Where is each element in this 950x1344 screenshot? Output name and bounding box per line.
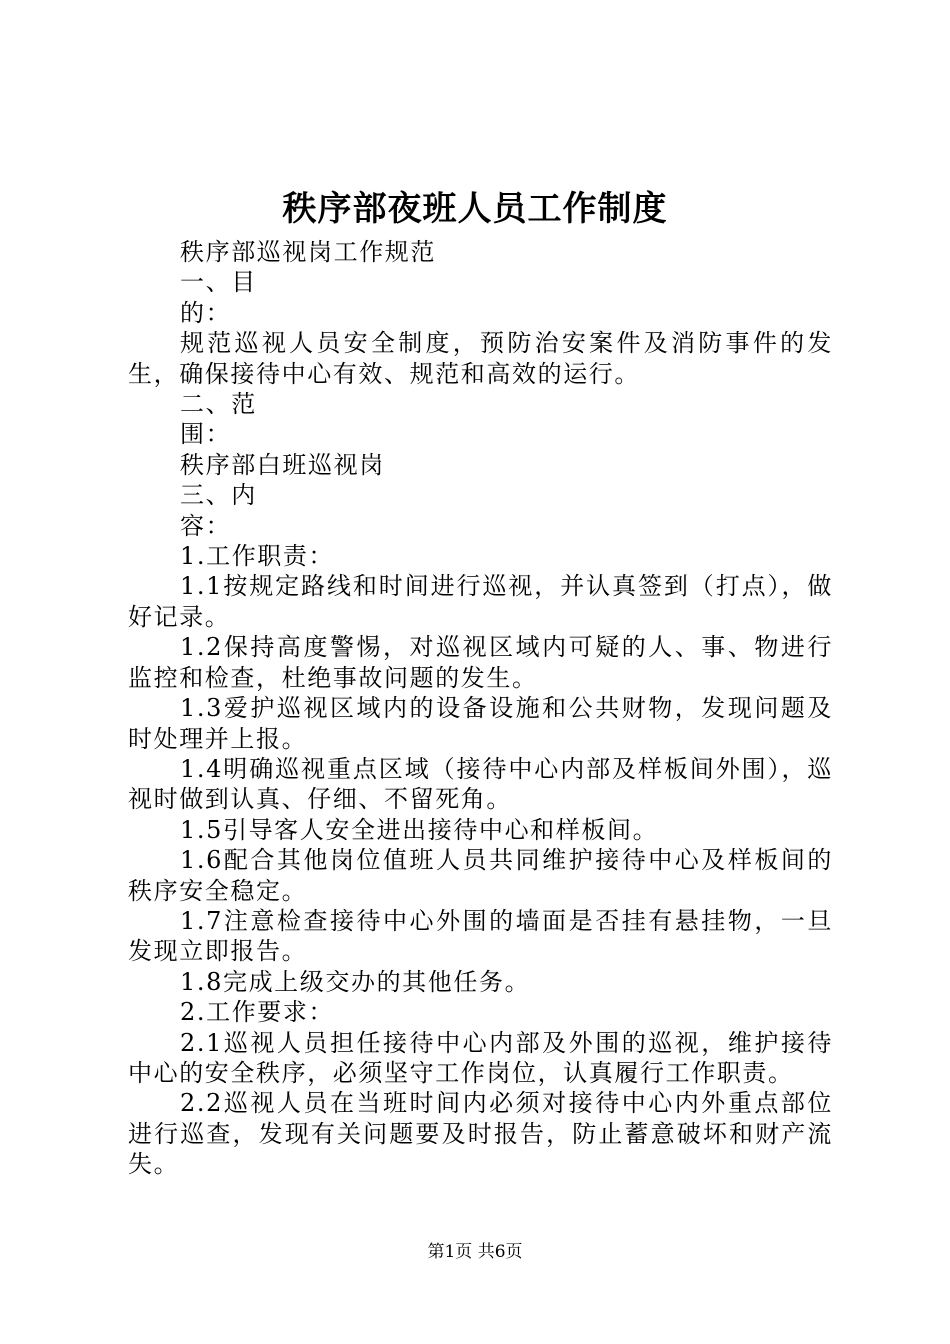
paragraph: 1.3爱护巡视区域内的设备设施和公共财物，发现问题及时处理并上报。 — [128, 694, 833, 753]
paragraph: 1.2保持高度警惕，对巡视区域内可疑的人、事、物进行监控和检查，杜绝事故问题的发生。 — [128, 633, 833, 692]
paragraph: 三、内 — [180, 481, 257, 510]
document-body — [128, 237, 833, 1180]
paragraph: 1.5引导客人安全进出接待中心和样板间。 — [180, 815, 659, 844]
paragraph: 2.1巡视人员担任接待中心内部及外围的巡视，维护接待中心的安全秩序，必须坚守工作岗位，认真履行工作职责。 — [128, 1028, 833, 1087]
paragraph: 2.2巡视人员在当班时间内必须对接待中心内外重点部位进行巡查，发现有关问题要及时报告，防止蓄意破坏和财产流失。 — [128, 1089, 833, 1179]
paragraph: 1.工作职责： — [180, 542, 335, 571]
paragraph: 1.7注意检查接待中心外围的墙面是否挂有悬挂物，一旦发现立即报告。 — [128, 906, 833, 966]
document-title: 秩序部夜班人员工作制度 — [282, 189, 668, 229]
paragraph: 规范巡视人员安全制度，预防治安案件及消防事件的发生，确保接待中心有效、规范和高效的运行。 — [128, 329, 833, 388]
paragraph: 一、目 — [180, 268, 257, 297]
paragraph: 2.工作要求： — [180, 998, 335, 1027]
paragraph: 秩序部巡视岗工作规范 — [180, 238, 436, 266]
paragraph: 1.8完成上级交办的其他任务。 — [180, 967, 531, 996]
paragraph: 围： — [180, 420, 232, 449]
paragraph: 的： — [180, 298, 232, 327]
paragraph: 1.1按规定路线和时间进行巡视，并认真签到（打点），做好记录。 — [128, 572, 833, 631]
paragraph: 容： — [180, 511, 232, 540]
paragraph: 1.4明确巡视重点区域（接待中心内部及样板间外围），巡视时做到认真、仔细、不留死角。 — [128, 754, 833, 814]
paragraph: 1.6配合其他岗位值班人员共同维护接待中心及样板间的秩序安全稳定。 — [128, 846, 833, 905]
paragraph: 二、范 — [180, 390, 257, 419]
page-number: 第1页 共6页 — [427, 1242, 523, 1262]
paragraph: 秩序部白班巡视岗 — [180, 450, 385, 479]
